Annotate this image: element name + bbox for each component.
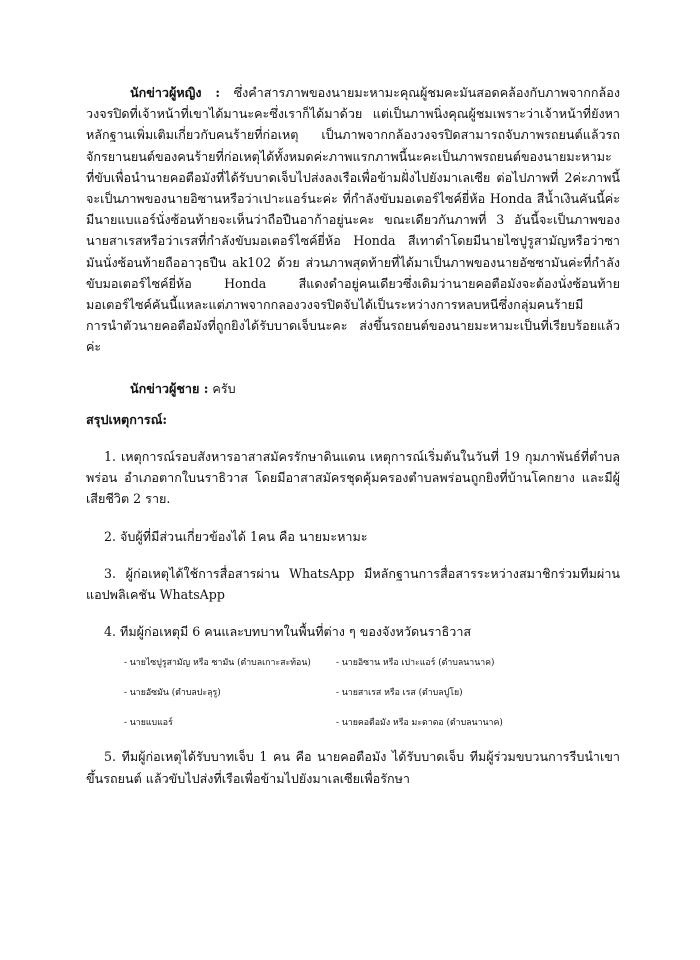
summary-item-2: 2. จับผู้ที่มีส่วนเกี่ยวข้องได้ 1คน คือ นายมะหามะ bbox=[104, 528, 368, 544]
team-member: - นายสาเรส หรือ เรส (ตำบลปูโย) bbox=[336, 688, 463, 699]
team-member: - นายคอตือมัง หรือ มะดาดอ (ตำบลนานาค) bbox=[336, 718, 503, 729]
summary-heading: สรุปเหตุการณ์: bbox=[86, 411, 168, 427]
team-member: - นายอิซาน หรือ เปาะแอร์ (ตำบลนานาค) bbox=[336, 658, 495, 669]
team-member: - นายไซปูรูสามัญ หรือ ซามัน (ตำบลเกาะสะท้อน) bbox=[124, 658, 311, 669]
male-reporter-label: นักข่าวผู้ชาย : bbox=[130, 380, 209, 396]
summary-item-4: 4. ทีมผู้ก่อเหตุมี 6 คนและบทบาทในพื้นที่ต่าง ๆ ของจังหวัดนราธิวาส bbox=[104, 624, 472, 640]
intro-text: ซึ่งคำสารภาพของนายมะหามะคุณผู้ชมคะมันสอดคล้องกับภาพจากกล้องวงจรปิดที่เจ้าหน้าที่เขาได้มานะคะซึ่งเราก็ได้มาด้วย แต่เป็นภาพนิ่งคุณผู้ชมเพราะว่าเจ้าหน้าที่ยังหาหลักฐานเพิ่มเติมเกี่ยวกับคนร้ายที่ก่อเหตุ เป็นภาพจากกล้องวงจรปิดสามารถจับภาพรถยนต์แล้วรถจักรยานยนต์ของคนร้ายที่ก่อเหตุได้ทั้งหมดค่ะภาพแรกภาพนี้นะคะเป็นภาพรถยนต์ของนายมะหามะที่ขับเพื่อนำนายคอตือมังที่ได้รับบาดเจ็บไปส่งลงเรือเพื่อข้ามฝั่งไปยังมาเลเซีย ต่อไปภาพที่ 2ค่ะภาพนี้จะเป็นภาพของนายอิซานหรือว่าเปาะแอร์นะค่ะ ที่กำลังขับมอเตอร์ไซค์ยี่ห้อ Honda สีน้ำเงินคันนี้ค่ะมีนายแบแอร์นั่งซ้อนท้ายจะเห็นว่าถือปืนอาก้าอยู่นะคะ ขณะเดียวกันภาพที่ 3 อันนี้จะเป็นภาพของนายสาเรสหรือว่าเรสที่กำลังขับมอเตอร์ไซค์ยี่ห้อ Honda สีเทาดำโดยมีนายไซปูรูสามัญหรือว่าซามันนั่งซ้อนท้ายถืออาวุธปืน ak102 ด้วย ส่วนภาพสุดท้ายที่ได้มาเป็นภาพของนายอัซซามันค่ะที่กำลังขับมอเตอร์ไซค์ยี่ห้อ Honda สีแดงดำอยู่คนเดียวซึ่งเดิมว่านายคอตือมังจะต้องนั่งซ้อนท้ายมอเตอร์ไซค์คันนี้แหละแต่ภาพจากกลองวงจรปิดจับได้เป็นระหว่างการหลบหนีซึ่งกลุ่มคนร้ายมีการนำตัวนายคอตือมังที่ถูกยิงได้รับบาดเจ็บนะคะ ส่งขึ้นรถยนต์ของนายมะหามะเป็นที่เรียบร้อยแล้วค่ะ bbox=[86, 85, 620, 355]
team-member: - นายแบแอร์ bbox=[124, 718, 173, 729]
reply-paragraph bbox=[86, 378, 620, 399]
team-member: - นายอัซมัน (ตำบลปะลุรู) bbox=[124, 688, 221, 699]
document-page bbox=[86, 82, 620, 789]
summary-item-5: 5. ทีมผู้ก่อเหตุได้รับบาทเจ็บ 1 คน คือ นายคอตือมัง ได้รับบาดเจ็บ ทีมผู้ร่วมขบวนการรีบนำเขาขึ้นรถยนต์ แล้วขับไปส่งที่เรือเพื่อข้ามไปยังมาเลเซียเพื่อรักษา bbox=[86, 749, 620, 786]
team-member-list bbox=[124, 656, 620, 730]
female-reporter-label: นักข่าวผู้หญิง : bbox=[130, 85, 221, 100]
intro-paragraph bbox=[86, 82, 620, 358]
summary-item-1: 1. เหตุการณ์รอบสังหารอาสาสมัครรักษาดินแดน เหตุการณ์เริ่มต้นในวันที่ 19 กุมภาพันธ์ที่ตำบลพร่อน อำเภอตากใบนราธิวาส โดยมีอาสาสมัครชุดคุ้มครองตำบลพร่อนถูกยิงที่บ้านโคกยาง และมีผู้เสียชีวิต 2 ราย. bbox=[86, 449, 620, 507]
summary-item-3: 3. ผู้ก่อเหตุได้ใช้การสื่อสารผ่าน WhatsApp มีหลักฐานการสื่อสารระหว่างสมาชิกร่วมทีมผ่านแอปพลิเคชัน WhatsApp bbox=[86, 565, 620, 603]
reply-text: ครับ bbox=[208, 380, 236, 396]
